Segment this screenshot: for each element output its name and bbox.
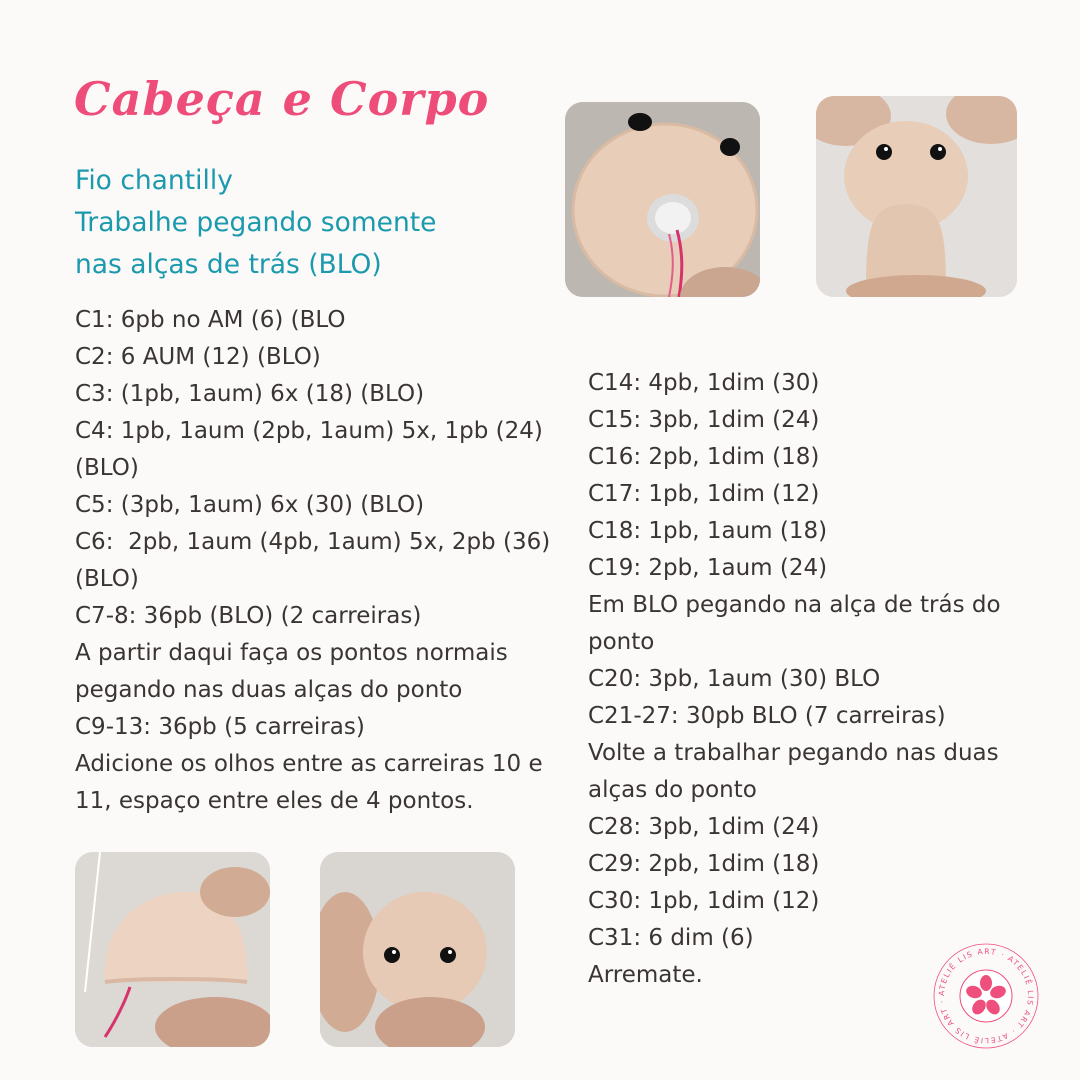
- photo-finished-body-image: [816, 96, 1017, 297]
- instruction-line: ponto: [588, 629, 655, 655]
- photo-head-partial: [75, 852, 270, 1047]
- instruction-line: C1: 6pb no AM (6) (BLO: [75, 307, 346, 333]
- photo-finished-body: [816, 96, 1017, 297]
- instruction-line: Em BLO pegando na alça de trás do: [588, 592, 1001, 618]
- instruction-line: C4: 1pb, 1aum (2pb, 1aum) 5x, 1pb (24): [75, 418, 543, 444]
- photo-head-bottom-image: [565, 102, 760, 297]
- instruction-line: C9-13: 36pb (5 carreiras): [75, 714, 365, 740]
- flower-logo-icon: [932, 942, 1040, 1050]
- subtitle-line: nas alças de trás (BLO): [75, 249, 382, 280]
- instructions-left: [75, 302, 565, 820]
- instruction-line: Adicione os olhos entre as carreiras 10 e: [75, 751, 543, 777]
- page-title: Cabeça e Corpo: [74, 72, 490, 126]
- photo-head-partial-image: [75, 852, 270, 1047]
- instructions-right: [588, 365, 1038, 994]
- instruction-line: C29: 2pb, 1dim (18): [588, 851, 820, 877]
- photo-head-bottom: [565, 102, 760, 297]
- instruction-line: (BLO): [75, 455, 139, 481]
- brand-logo: [932, 942, 1040, 1050]
- instruction-line: C31: 6 dim (6): [588, 925, 754, 951]
- photo-head-eyes: [320, 852, 515, 1047]
- instruction-line: C20: 3pb, 1aum (30) BLO: [588, 666, 881, 692]
- photo-head-eyes-image: [320, 852, 515, 1047]
- instruction-line: C3: (1pb, 1aum) 6x (18) (BLO): [75, 381, 425, 407]
- instruction-line: (BLO): [75, 566, 139, 592]
- instruction-line: C16: 2pb, 1dim (18): [588, 444, 820, 470]
- subtitle-line: Trabalhe pegando somente: [75, 207, 437, 238]
- instruction-line: C30: 1pb, 1dim (12): [588, 888, 820, 914]
- instruction-line: C18: 1pb, 1aum (18): [588, 518, 828, 544]
- instruction-line: C6: 2pb, 1aum (4pb, 1aum) 5x, 2pb (36): [75, 529, 551, 555]
- instruction-line: C5: (3pb, 1aum) 6x (30) (BLO): [75, 492, 425, 518]
- instruction-line: 11, espaço entre eles de 4 pontos.: [75, 788, 474, 814]
- instruction-line: C7-8: 36pb (BLO) (2 carreiras): [75, 603, 422, 629]
- subtitle-line: Fio chantilly: [75, 165, 233, 196]
- instruction-line: C28: 3pb, 1dim (24): [588, 814, 820, 840]
- instruction-line: C21-27: 30pb BLO (7 carreiras): [588, 703, 946, 729]
- instruction-line: alças do ponto: [588, 777, 757, 803]
- instruction-line: C17: 1pb, 1dim (12): [588, 481, 820, 507]
- logo-text: ATELIÊ LIS ART · ATELIÊ LIS ART · ATELIÊ LIS ART ·: [936, 946, 1036, 1046]
- subtitle: [75, 160, 545, 286]
- instruction-line: C2: 6 AUM (12) (BLO): [75, 344, 321, 370]
- instruction-line: C14: 4pb, 1dim (30): [588, 370, 820, 396]
- instruction-line: pegando nas duas alças do ponto: [75, 677, 463, 703]
- instruction-line: Arremate.: [588, 962, 703, 988]
- instruction-line: Volte a trabalhar pegando nas duas: [588, 740, 999, 766]
- instruction-line: C19: 2pb, 1aum (24): [588, 555, 828, 581]
- instruction-line: A partir daqui faça os pontos normais: [75, 640, 508, 666]
- instruction-line: C15: 3pb, 1dim (24): [588, 407, 820, 433]
